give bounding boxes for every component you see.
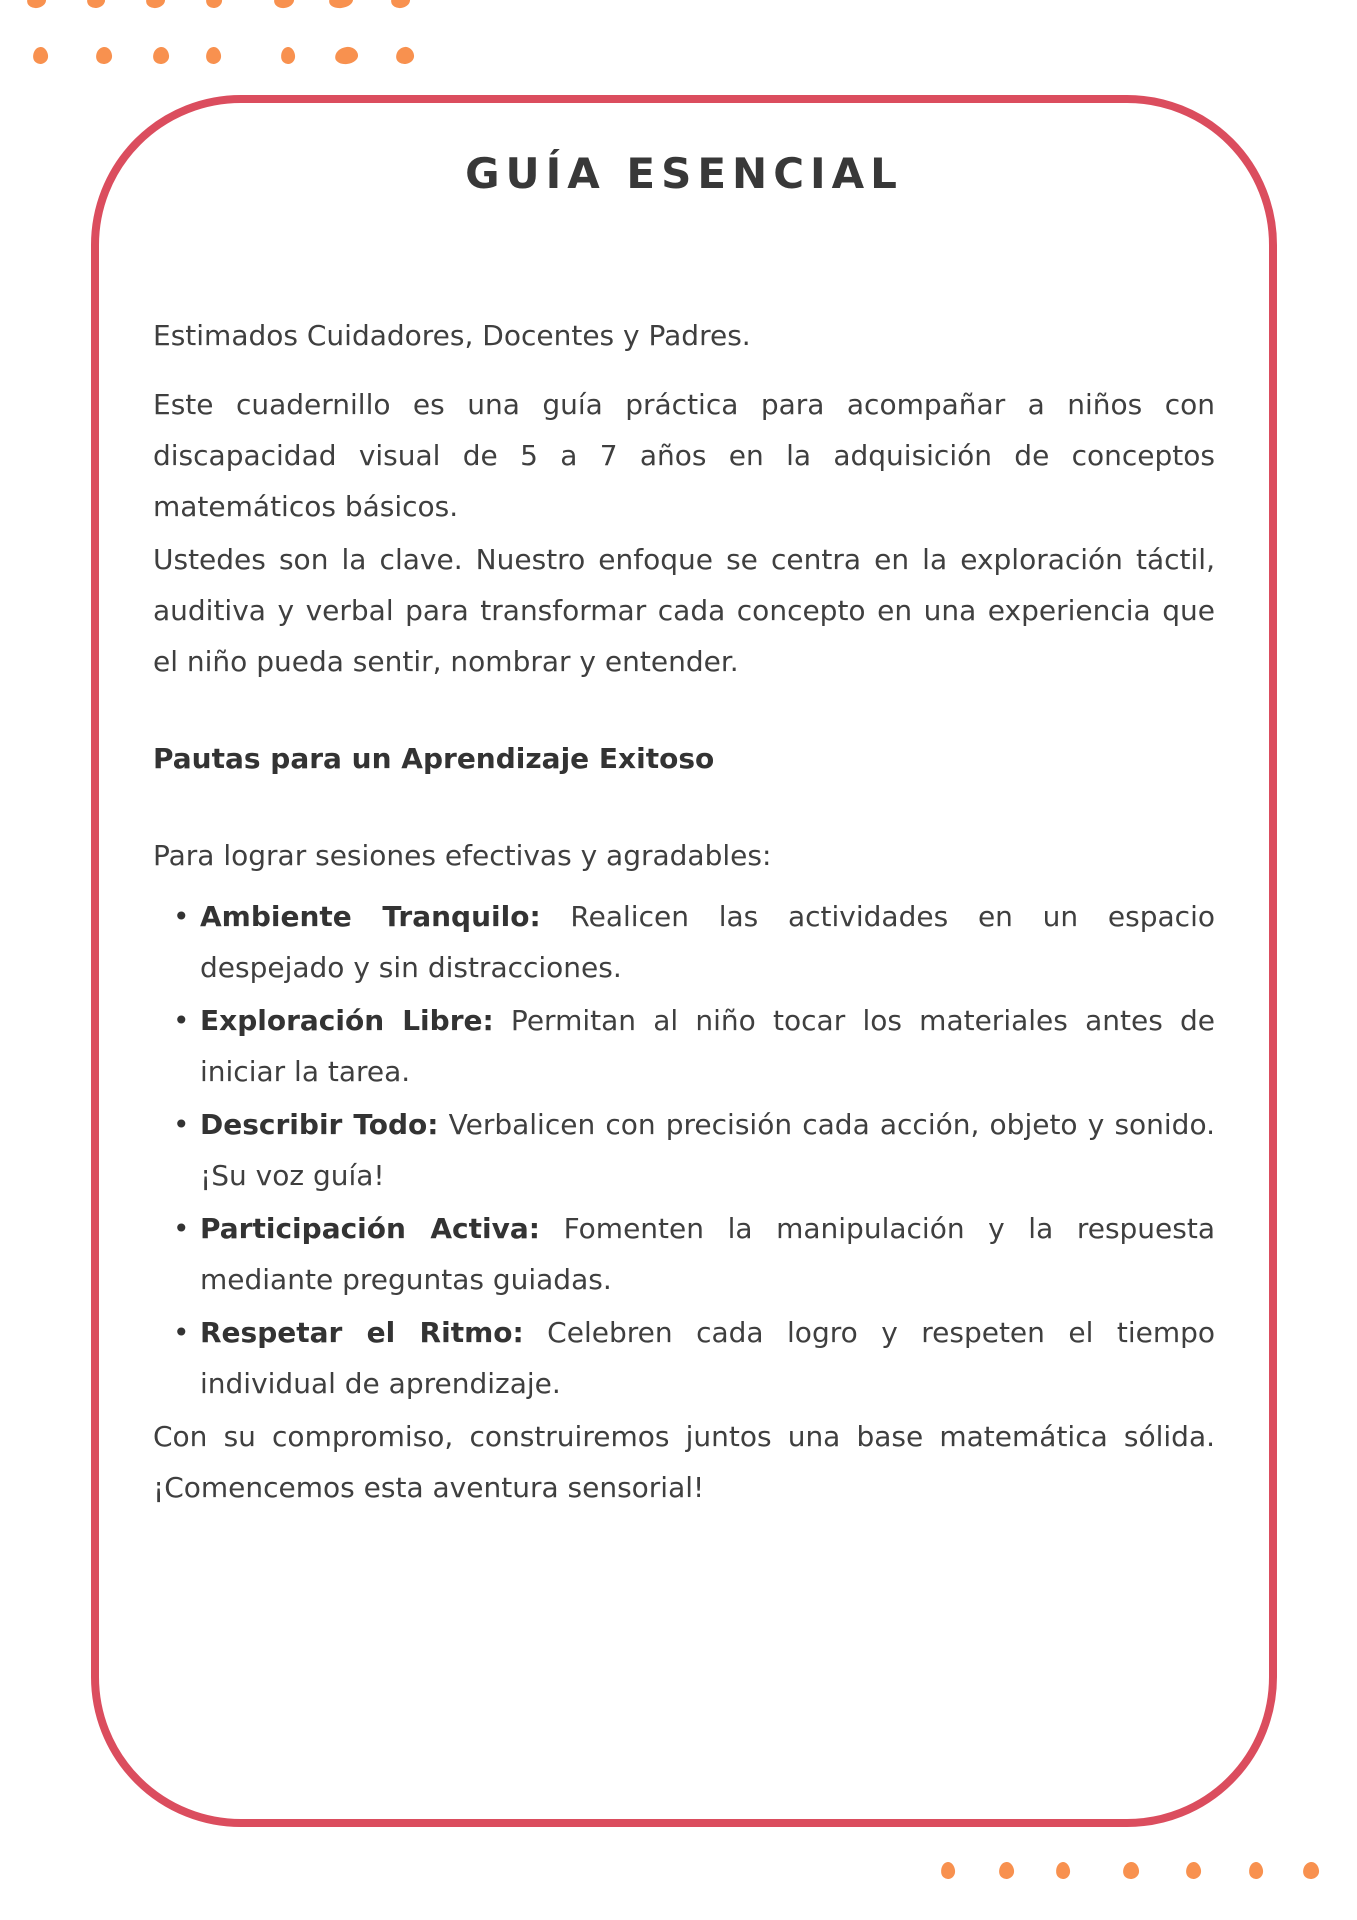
orange-dot: [152, 46, 170, 65]
orange-dot: [205, 46, 222, 64]
list-intro: Para lograr sesiones efectivas y agradables:: [153, 839, 772, 873]
orange-dot: [1185, 1861, 1202, 1879]
intro-paragraph-1: Este cuadernillo es una guía práctica para acompañar a niños con discapacidad visual de 5 a 7 años en la adquisición de conceptos matemáticos básicos.: [153, 388, 1215, 524]
guide-card-content: [99, 150, 1269, 1513]
guideline-text: Permitan al niño tocar los materiales antes de iniciar la tarea.: [200, 1004, 1216, 1089]
section-heading: Pautas para un Aprendizaje Exitoso: [153, 742, 715, 776]
page-title: GUÍA ESENCIAL: [465, 149, 903, 198]
orange-dot: [1055, 1861, 1071, 1879]
orange-dot: [86, 0, 106, 9]
guideline-text: Realicen las actividades en un espacio despejado y sin distracciones.: [200, 900, 1215, 985]
intro-paragraph-2: Ustedes son la clave. Nuestro enfoque se centra en la exploración táctil, auditiva y verbal para transformar cada concepto en una experiencia que el niño pueda sentir, nombrar y entender.: [153, 543, 1215, 679]
closing-paragraph: Con su compromiso, construiremos juntos una base matemática sólida. ¡Comencemos esta aventura sensorial!: [153, 1420, 1215, 1505]
orange-dot: [205, 0, 223, 9]
guide-card: [91, 95, 1277, 1827]
guideline-label: Participación Activa:: [200, 1212, 540, 1246]
greeting-paragraph: Estimados Cuidadores, Docentes y Padres.: [153, 319, 751, 353]
guideline-label: Ambiente Tranquilo:: [200, 900, 541, 934]
guideline-text: Fomenten la manipulación y la respuesta mediante preguntas guiadas.: [200, 1212, 1216, 1297]
guideline-text: Celebren cada logro y respeten el tiempo individual de aprendizaje.: [200, 1316, 1216, 1401]
guideline-label: Exploración Libre:: [200, 1004, 494, 1038]
orange-dot: [26, 0, 47, 9]
orange-dot: [395, 46, 415, 65]
orange-dot: [273, 0, 295, 9]
guideline-item: [200, 995, 1215, 1097]
guidelines-list: [153, 891, 1215, 1409]
guideline-item: [200, 1203, 1215, 1305]
orange-dot: [328, 0, 354, 9]
orange-dot: [334, 46, 359, 65]
guideline-item: [200, 891, 1215, 993]
orange-dot: [32, 46, 49, 64]
orange-dot: [95, 46, 113, 65]
orange-dot: [1122, 1861, 1140, 1880]
orange-dot: [280, 46, 296, 64]
orange-dot: [390, 0, 411, 9]
orange-dot: [1302, 1861, 1320, 1880]
guideline-item: [200, 1099, 1215, 1201]
guideline-label: Respetar el Ritmo:: [200, 1316, 524, 1350]
orange-dot: [1248, 1861, 1264, 1879]
guideline-item: [200, 1307, 1215, 1409]
orange-dot: [998, 1861, 1015, 1879]
guideline-text: Verbalicen con precisión cada acción, objeto y sonido. ¡Su voz guía!: [200, 1108, 1215, 1193]
orange-dot: [145, 0, 166, 9]
orange-dot: [940, 1861, 956, 1879]
guideline-label: Describir Todo:: [200, 1108, 439, 1142]
